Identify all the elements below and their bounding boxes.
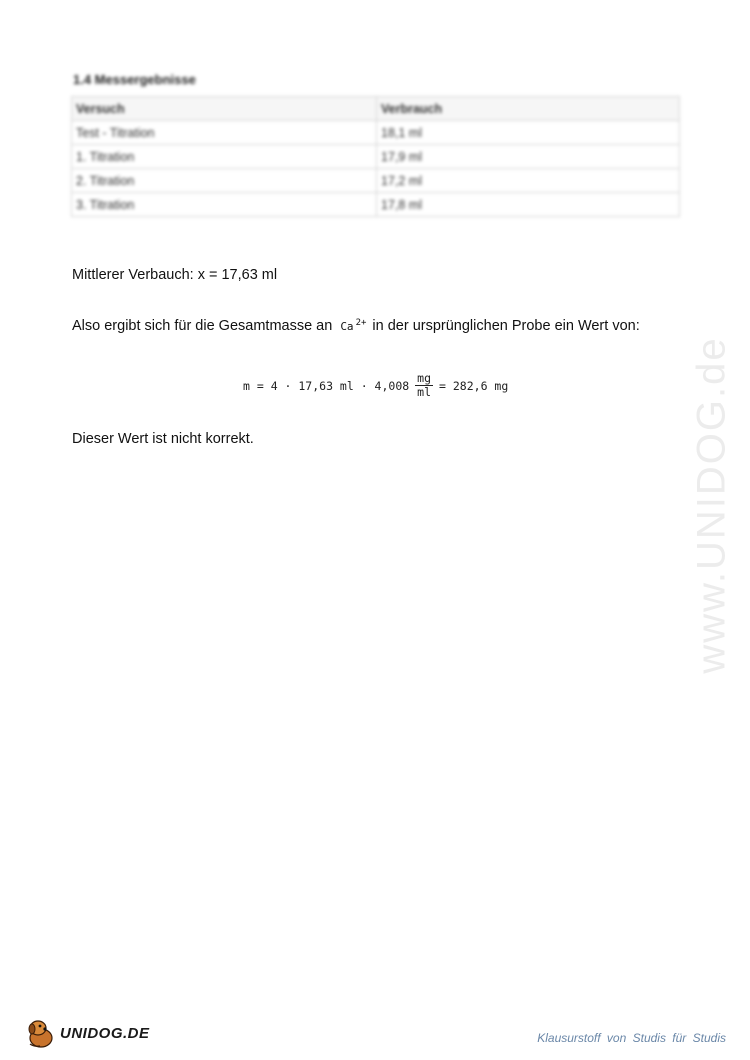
dog-mascot-icon [24, 1016, 58, 1050]
table-cell: 2. Titration [72, 169, 377, 193]
watermark-text: www.UNIDOG.de [689, 336, 734, 674]
formula-right: = 282,6 mg [439, 378, 509, 393]
section-title: 1.4 Messergebnisse [73, 72, 196, 87]
mass-sentence-start: Also ergibt sich für die Gesamtmasse an [72, 318, 333, 334]
table-row [72, 145, 680, 169]
table-cell: 1. Titration [72, 145, 377, 169]
table-header-verbrauch: Verbrauch [377, 97, 680, 121]
fraction-denominator: ml [417, 385, 432, 399]
mass-formula [243, 372, 508, 399]
results-table [71, 96, 680, 217]
logo-text: UNIDOG.DE [60, 1024, 150, 1042]
conclusion-text: Dieser Wert ist nicht korrekt. [72, 431, 254, 447]
table-header-versuch: Versuch [72, 97, 377, 121]
fraction-numerator: mg [417, 371, 432, 385]
unit-fraction [415, 372, 433, 399]
table-cell: 18,1 ml [377, 121, 680, 145]
ion-symbol: Ca [340, 320, 354, 333]
calcium-ion [340, 320, 366, 333]
table-cell: 17,8 ml [377, 193, 680, 217]
table-cell: Test - Titration [72, 121, 377, 145]
table-row [72, 169, 680, 193]
mean-consumption-text: Mittlerer Verbauch: x = 17,63 ml [72, 267, 278, 283]
table-cell: 17,2 ml [377, 169, 680, 193]
total-mass-sentence [72, 318, 640, 334]
mass-sentence-end: in der ursprünglichen Probe ein Wert von: [372, 318, 640, 334]
ion-charge: 2+ [355, 318, 367, 329]
table-cell: 3. Titration [72, 193, 377, 217]
footer-tagline: Klausurstoff von Studis für Studis [537, 1031, 726, 1045]
table-row [72, 121, 680, 145]
table-row [72, 193, 680, 217]
unidog-logo [24, 1016, 150, 1050]
table-cell: 17,9 ml [377, 145, 680, 169]
table-header-row [72, 97, 680, 121]
formula-left: m = 4 · 17,63 ml · 4,008 [243, 378, 410, 393]
